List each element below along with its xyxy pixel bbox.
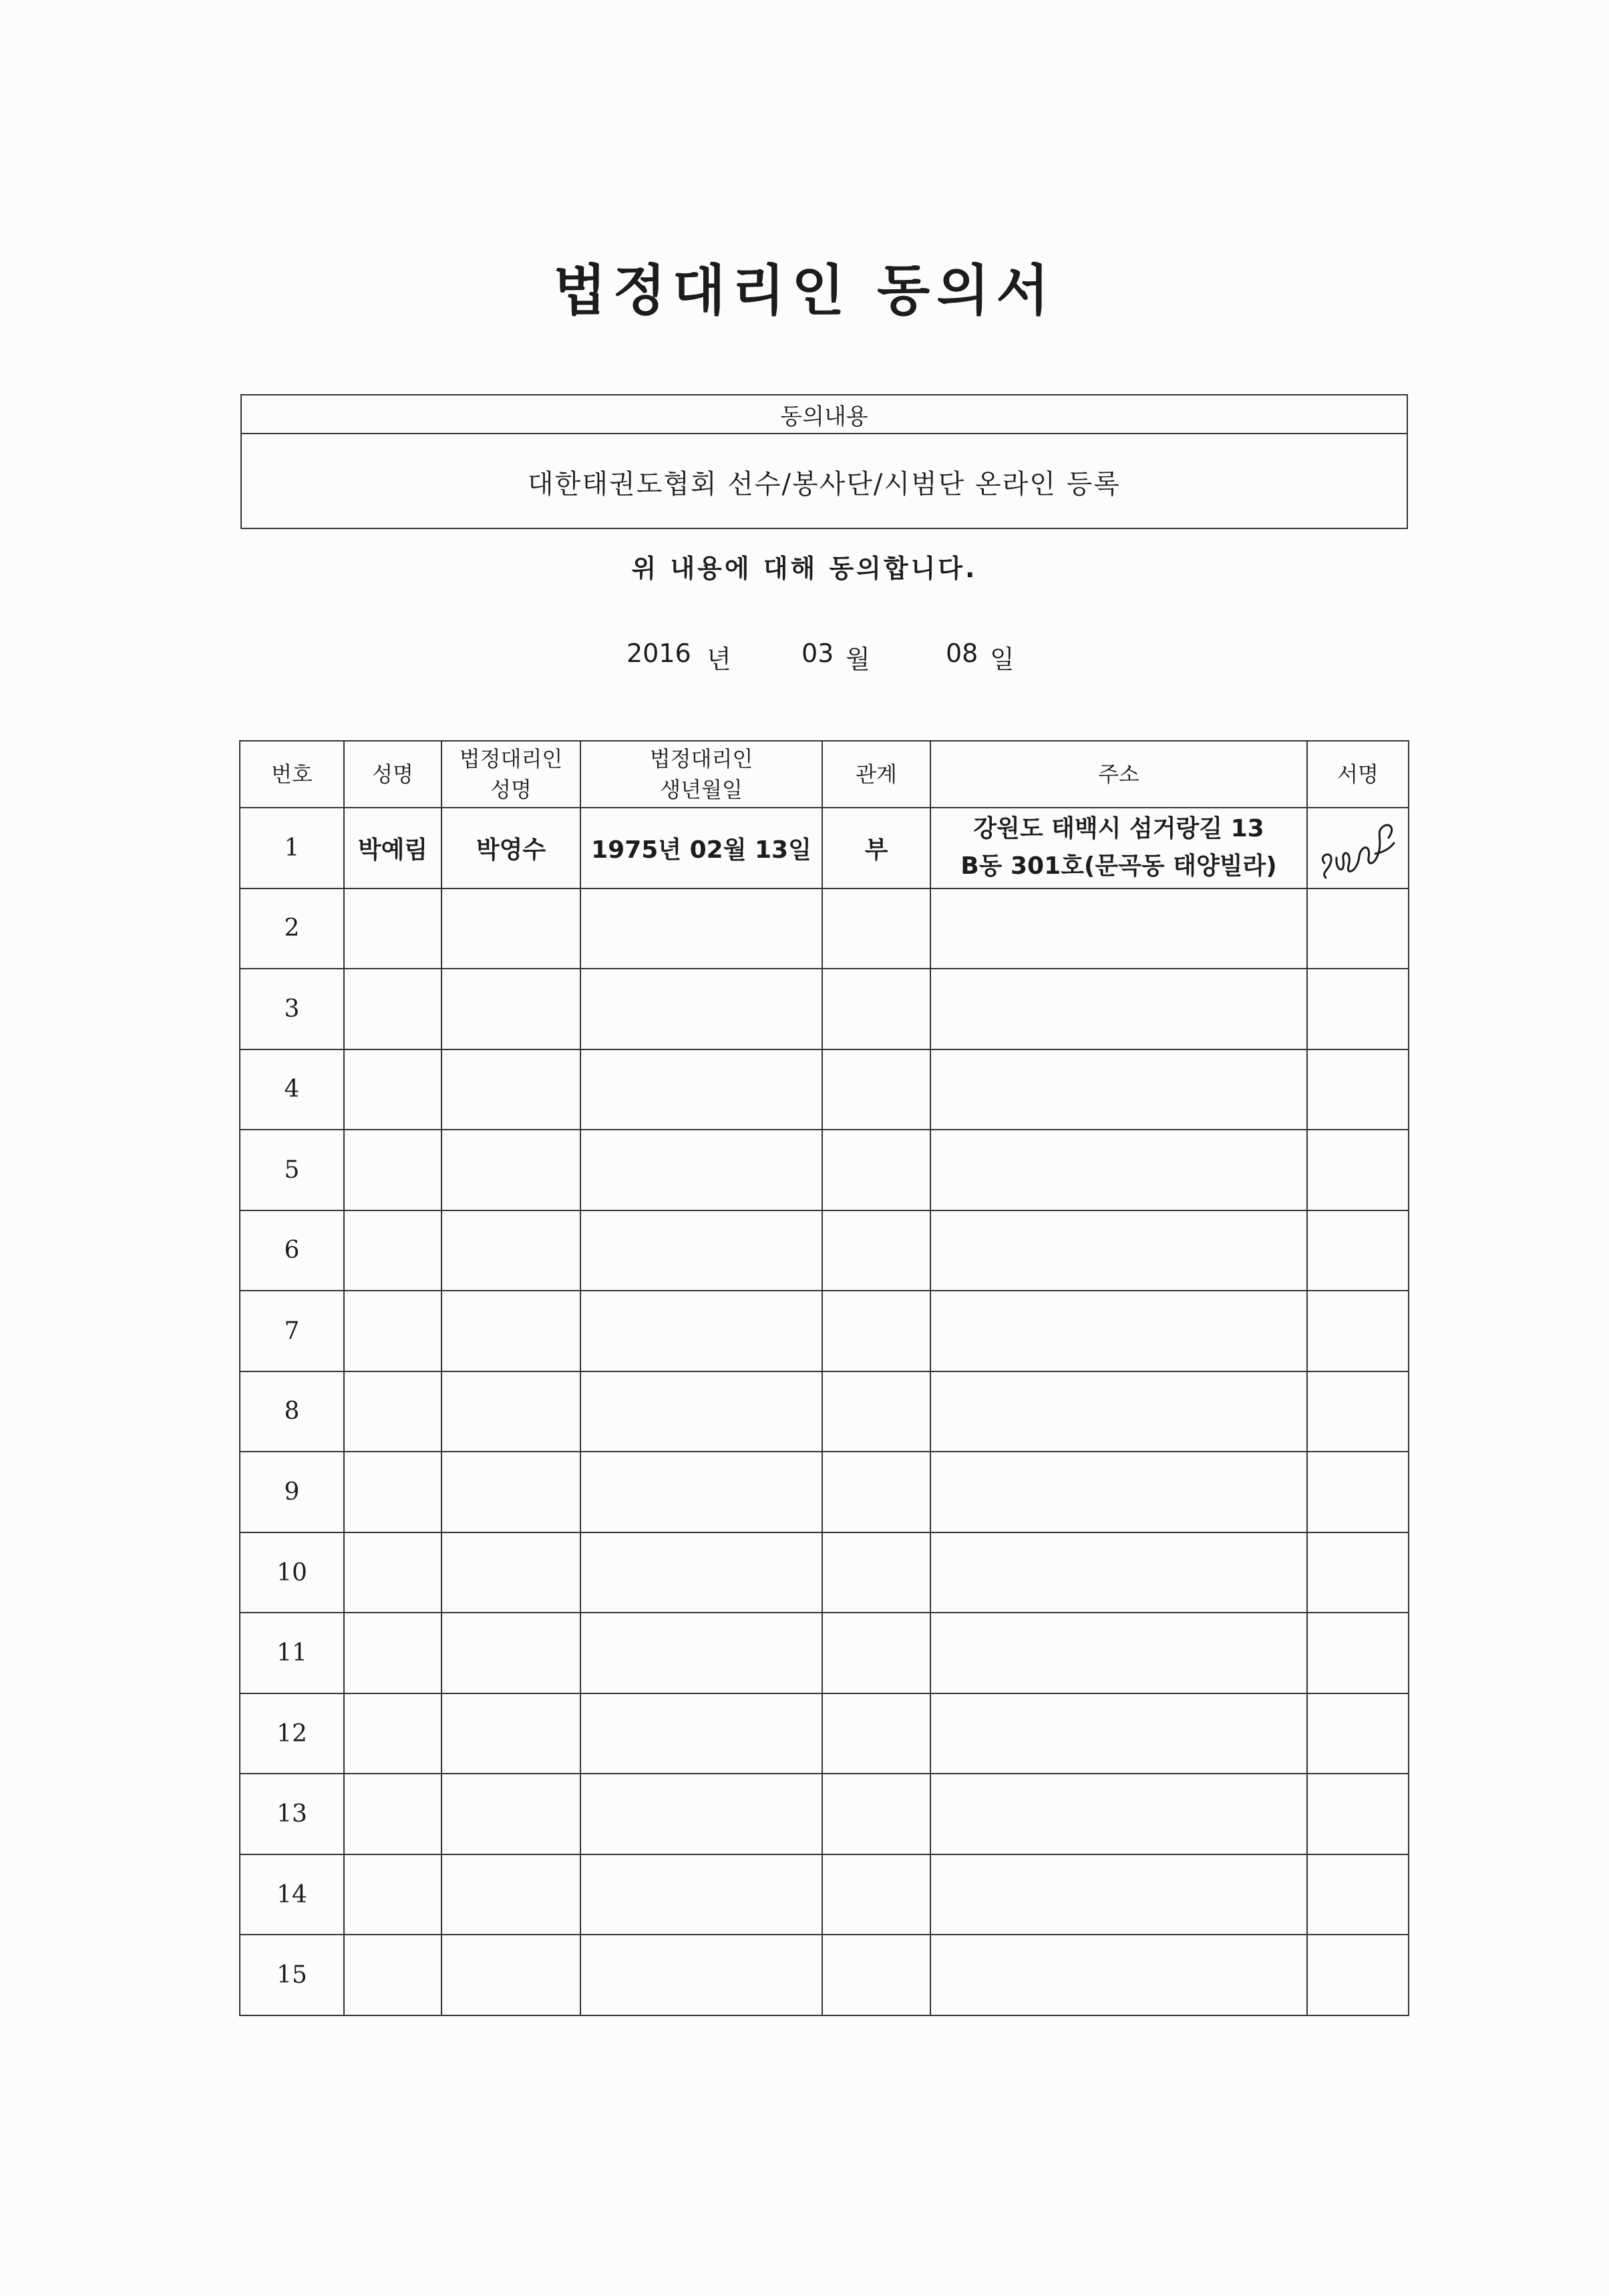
row-signature xyxy=(1307,1532,1409,1613)
row-guardian-birth xyxy=(580,1613,822,1693)
row-relation xyxy=(822,1210,930,1291)
handwritten-signature-icon xyxy=(1311,811,1405,884)
agree-statement: 위 내용에 대해 동의합니다. xyxy=(631,554,978,583)
table-row xyxy=(240,1613,1409,1693)
row-signature xyxy=(1307,888,1409,969)
row-number: 1 xyxy=(240,808,344,888)
row-guardian-name xyxy=(441,1130,580,1210)
table-row xyxy=(240,1532,1409,1613)
row-address xyxy=(930,1854,1307,1935)
row-number: 14 xyxy=(240,1854,344,1935)
row-signature xyxy=(1307,1049,1409,1130)
table-row xyxy=(240,1049,1409,1130)
row-address xyxy=(930,888,1307,969)
row-address xyxy=(930,1130,1307,1210)
row-number: 9 xyxy=(240,1452,344,1532)
row-number: 15 xyxy=(240,1935,344,2015)
row-relation xyxy=(822,1291,930,1371)
header-address: 주소 xyxy=(930,741,1307,808)
row-guardian-name xyxy=(441,888,580,969)
date-month-unit: 월 xyxy=(846,645,870,674)
row-name xyxy=(344,1532,441,1613)
row-guardian-birth xyxy=(580,1210,822,1291)
row-guardian-birth xyxy=(580,1693,822,1774)
row-guardian-birth xyxy=(580,1935,822,2015)
row-name xyxy=(344,888,441,969)
table-row xyxy=(240,969,1409,1049)
row-guardian-birth xyxy=(580,1049,822,1130)
row-guardian-name xyxy=(441,969,580,1049)
row-guardian-name xyxy=(441,1452,580,1532)
row-guardian-birth xyxy=(580,1130,822,1210)
row-name xyxy=(344,969,441,1049)
row-name xyxy=(344,1210,441,1291)
row-signature xyxy=(1307,808,1409,888)
row-relation xyxy=(822,1452,930,1532)
row-guardian-birth xyxy=(580,1452,822,1532)
row-guardian-name xyxy=(441,1371,580,1452)
row-address xyxy=(930,1532,1307,1613)
row-guardian-name xyxy=(441,1613,580,1693)
row-guardian-birth: 1975년 02월 13일 xyxy=(580,808,822,888)
row-address-line1: 강원도 태백시 섬거랑길 13 xyxy=(973,815,1264,843)
row-guardian-birth xyxy=(580,888,822,969)
row-signature xyxy=(1307,1452,1409,1532)
row-signature xyxy=(1307,1693,1409,1774)
date-day-unit: 일 xyxy=(990,645,1015,674)
row-guardian-name xyxy=(441,1049,580,1130)
row-relation xyxy=(822,1935,930,2015)
row-name xyxy=(344,1693,441,1774)
row-name xyxy=(344,1452,441,1532)
table-row xyxy=(240,1935,1409,2015)
table-row xyxy=(240,1452,1409,1532)
consent-header: 동의내용 xyxy=(242,395,1407,434)
row-guardian-birth xyxy=(580,1774,822,1854)
row-name xyxy=(344,1371,441,1452)
row-guardian-birth xyxy=(580,1532,822,1613)
header-guardian-birth xyxy=(580,741,822,808)
row-guardian-name xyxy=(441,1774,580,1854)
registration-table xyxy=(239,740,1409,2016)
row-name xyxy=(344,1613,441,1693)
row-number: 7 xyxy=(240,1291,344,1371)
row-signature xyxy=(1307,969,1409,1049)
header-guardian-birth-line1: 법정대리인 xyxy=(649,746,753,772)
row-number: 5 xyxy=(240,1130,344,1210)
row-number: 6 xyxy=(240,1210,344,1291)
row-address xyxy=(930,1049,1307,1130)
table-row xyxy=(240,1693,1409,1774)
row-number: 12 xyxy=(240,1693,344,1774)
row-number: 10 xyxy=(240,1532,344,1613)
row-signature xyxy=(1307,1130,1409,1210)
table-row xyxy=(240,1210,1409,1291)
row-relation xyxy=(822,1693,930,1774)
row-relation xyxy=(822,969,930,1049)
row-relation xyxy=(822,1613,930,1693)
header-name: 성명 xyxy=(344,741,441,808)
row-relation xyxy=(822,1371,930,1452)
row-relation: 부 xyxy=(822,808,930,888)
header-signature: 서명 xyxy=(1307,741,1409,808)
row-name xyxy=(344,1130,441,1210)
row-address xyxy=(930,808,1307,888)
date-year-unit: 년 xyxy=(707,645,731,674)
date-day: 08 xyxy=(946,639,978,668)
row-address xyxy=(930,1613,1307,1693)
header-relation: 관계 xyxy=(822,741,930,808)
row-relation xyxy=(822,1774,930,1854)
header-guardian-name xyxy=(441,741,580,808)
row-guardian-name xyxy=(441,1854,580,1935)
row-signature xyxy=(1307,1935,1409,2015)
row-signature xyxy=(1307,1854,1409,1935)
row-guardian-birth xyxy=(580,969,822,1049)
row-address xyxy=(930,969,1307,1049)
row-name xyxy=(344,1774,441,1854)
row-address xyxy=(930,1693,1307,1774)
row-guardian-name xyxy=(441,1291,580,1371)
row-signature xyxy=(1307,1210,1409,1291)
consent-box xyxy=(240,394,1408,529)
row-address xyxy=(930,1935,1307,2015)
row-number: 13 xyxy=(240,1774,344,1854)
row-number: 3 xyxy=(240,969,344,1049)
table-row xyxy=(240,888,1409,969)
row-name: 박예림 xyxy=(344,808,441,888)
row-relation xyxy=(822,1049,930,1130)
row-address xyxy=(930,1452,1307,1532)
row-signature xyxy=(1307,1371,1409,1452)
row-number: 8 xyxy=(240,1371,344,1452)
header-guardian-name-line1: 법정대리인 xyxy=(459,746,563,772)
row-name xyxy=(344,1935,441,2015)
row-address-line2: B동 301호(문곡동 태양빌라) xyxy=(960,852,1277,880)
row-address xyxy=(930,1210,1307,1291)
table-row xyxy=(240,808,1409,888)
date-year: 2016 xyxy=(627,639,691,668)
row-address xyxy=(930,1774,1307,1854)
row-relation xyxy=(822,1532,930,1613)
row-guardian-birth xyxy=(580,1854,822,1935)
header-guardian-name-line2: 성명 xyxy=(490,777,532,802)
row-signature xyxy=(1307,1774,1409,1854)
table-row xyxy=(240,1130,1409,1210)
date-month: 03 xyxy=(801,639,834,668)
row-guardian-name xyxy=(441,1210,580,1291)
table-header-row xyxy=(240,741,1409,808)
consent-body: 대한태권도협회 선수/봉사단/시범단 온라인 등록 xyxy=(528,468,1121,500)
header-guardian-birth-line2: 생년월일 xyxy=(660,777,743,802)
row-number: 4 xyxy=(240,1049,344,1130)
table-row xyxy=(240,1854,1409,1935)
row-guardian-name: 박영수 xyxy=(441,808,580,888)
row-guardian-birth xyxy=(580,1291,822,1371)
row-guardian-name xyxy=(441,1693,580,1774)
header-number: 번호 xyxy=(240,741,344,808)
row-relation xyxy=(822,888,930,969)
row-signature xyxy=(1307,1291,1409,1371)
row-relation xyxy=(822,1130,930,1210)
document-title: 법정대리인 동의서 xyxy=(553,259,1056,323)
row-number: 2 xyxy=(240,888,344,969)
row-guardian-birth xyxy=(580,1371,822,1452)
row-name xyxy=(344,1049,441,1130)
table-row xyxy=(240,1291,1409,1371)
row-address xyxy=(930,1371,1307,1452)
table-row xyxy=(240,1371,1409,1452)
row-name xyxy=(344,1291,441,1371)
row-guardian-name xyxy=(441,1532,580,1613)
row-guardian-name xyxy=(441,1935,580,2015)
row-name xyxy=(344,1854,441,1935)
table-row xyxy=(240,1774,1409,1854)
row-relation xyxy=(822,1854,930,1935)
row-number: 11 xyxy=(240,1613,344,1693)
row-signature xyxy=(1307,1613,1409,1693)
row-address xyxy=(930,1291,1307,1371)
